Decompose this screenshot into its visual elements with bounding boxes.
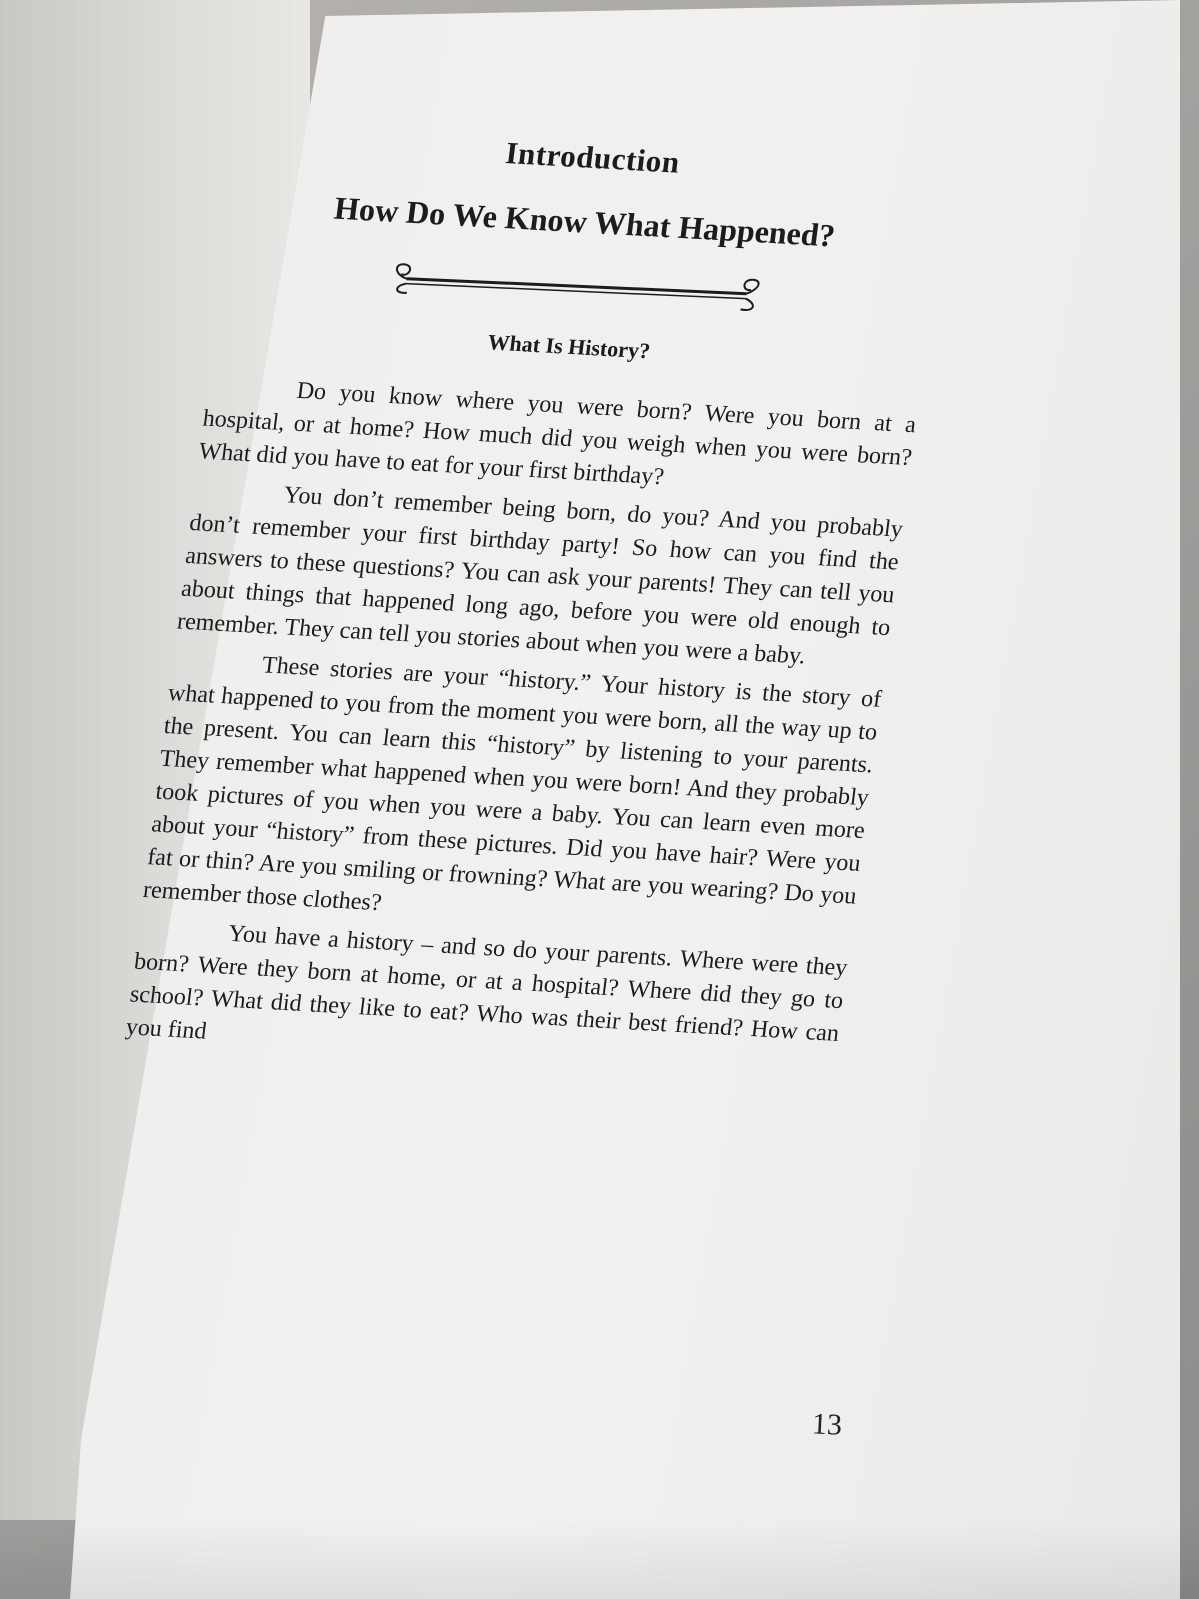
body-text <box>124 370 918 1084</box>
paragraph-4: You have a history – and so do your parents. Where were they born? Were they born at home, or at a hospital? Where did they go to school? What did they like to eat? Who was their best friend? How can you find <box>124 920 849 1047</box>
bottom-shadow <box>0 1519 1199 1599</box>
scroll-ornament-icon <box>384 256 768 317</box>
paragraph-2: You don’t remember being born, do you? And you probably don’t remember your first birthday party! So how can you find the answers to these questions? You can ask your parents! They can tell you about things that happened long ago, before you were old enough to remember. They can tell you stories about when you were a baby. <box>175 482 905 670</box>
intro-title: Introduction <box>503 135 682 180</box>
paragraph-1: Do you know where you were born? Were you born at a hospital, or at home? How much did you weigh when you were born? What did you have to eat for your first birthday? <box>197 377 918 491</box>
chapter-title: How Do We Know What Happened? <box>332 189 838 254</box>
paragraph-3: These stories are your “history.” Your history is the story of what happened to you from the moment you were born, all the way up to the present. You can learn this “history” by listening to your parents. They remember what happened when you were born! And they probably took pictures of you when you were a baby. You can learn even more about your “history” from these pictures. Did you have hair? Were you fat or thin? Are you smiling or frowning? What are you wearing? Do you remember those clothes? <box>141 652 883 917</box>
page-number: 13 <box>811 1407 843 1442</box>
section-title: What Is History? <box>486 329 652 364</box>
page-content <box>123 120 949 1090</box>
